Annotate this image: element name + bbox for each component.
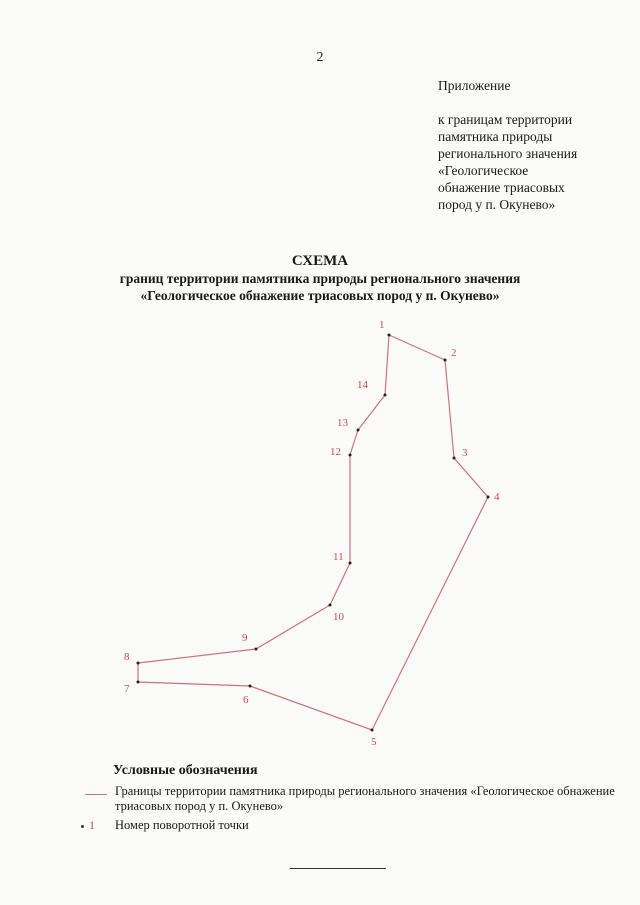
point-label: 7 bbox=[124, 683, 130, 695]
legend-point-number: 1 bbox=[89, 818, 95, 832]
point-label: 4 bbox=[494, 491, 500, 503]
turning-point bbox=[453, 457, 456, 460]
point-label: 5 bbox=[371, 736, 377, 748]
turning-point bbox=[487, 496, 490, 499]
point-label: 12 bbox=[330, 446, 341, 458]
scheme-subtitle-2: «Геологическое обнажение триасовых пород у п. Окунево» bbox=[140, 288, 500, 303]
point-label: 9 bbox=[242, 632, 248, 644]
point-label: 1 bbox=[379, 319, 385, 331]
turning-point bbox=[349, 562, 352, 565]
point-label: 3 bbox=[462, 447, 468, 459]
turning-point bbox=[357, 429, 360, 432]
turning-point bbox=[255, 648, 258, 651]
legend-point-dot-icon bbox=[81, 825, 84, 828]
appendix-line: пород у п. Окунево» bbox=[438, 197, 556, 212]
legend-boundary-line-icon bbox=[85, 794, 107, 795]
page-number: 2 bbox=[316, 50, 324, 65]
turning-point bbox=[444, 359, 447, 362]
turning-point bbox=[137, 681, 140, 684]
turning-point bbox=[349, 454, 352, 457]
appendix-line: «Геологическое bbox=[438, 163, 529, 178]
point-label: 14 bbox=[357, 379, 368, 391]
scheme-title: СХЕМА bbox=[291, 253, 349, 269]
turning-point bbox=[388, 334, 391, 337]
point-label: 13 bbox=[337, 417, 348, 429]
turning-point bbox=[329, 604, 332, 607]
boundary-polygon bbox=[138, 335, 488, 730]
turning-point bbox=[249, 685, 252, 688]
point-label: 8 bbox=[124, 651, 130, 663]
scheme-subtitle-1: границ территории памятника природы регионального значения bbox=[119, 271, 521, 286]
legend-boundary-text: Границы территории памятника природы регионального значения «Геологическое обнажение триасовых пород у п. Окунево» bbox=[115, 784, 615, 813]
turning-point bbox=[137, 662, 140, 665]
turning-point bbox=[384, 394, 387, 397]
signature-line bbox=[290, 868, 386, 869]
appendix-line: к границам территории bbox=[438, 112, 573, 127]
point-label: 11 bbox=[333, 551, 344, 563]
turning-point bbox=[371, 729, 374, 732]
appendix-line: регионального значения bbox=[438, 146, 578, 161]
turning-points bbox=[137, 334, 490, 732]
legend-point-text: Номер поворотной точки bbox=[115, 818, 249, 832]
appendix-title: Приложение bbox=[438, 78, 511, 93]
legend-title: Условные обозначения bbox=[113, 763, 258, 778]
point-label: 2 bbox=[451, 347, 457, 359]
point-label: 10 bbox=[333, 611, 344, 623]
point-label: 6 bbox=[243, 694, 249, 706]
appendix-line: обнажение триасовых bbox=[438, 180, 565, 195]
appendix-line: памятника природы bbox=[438, 129, 553, 144]
